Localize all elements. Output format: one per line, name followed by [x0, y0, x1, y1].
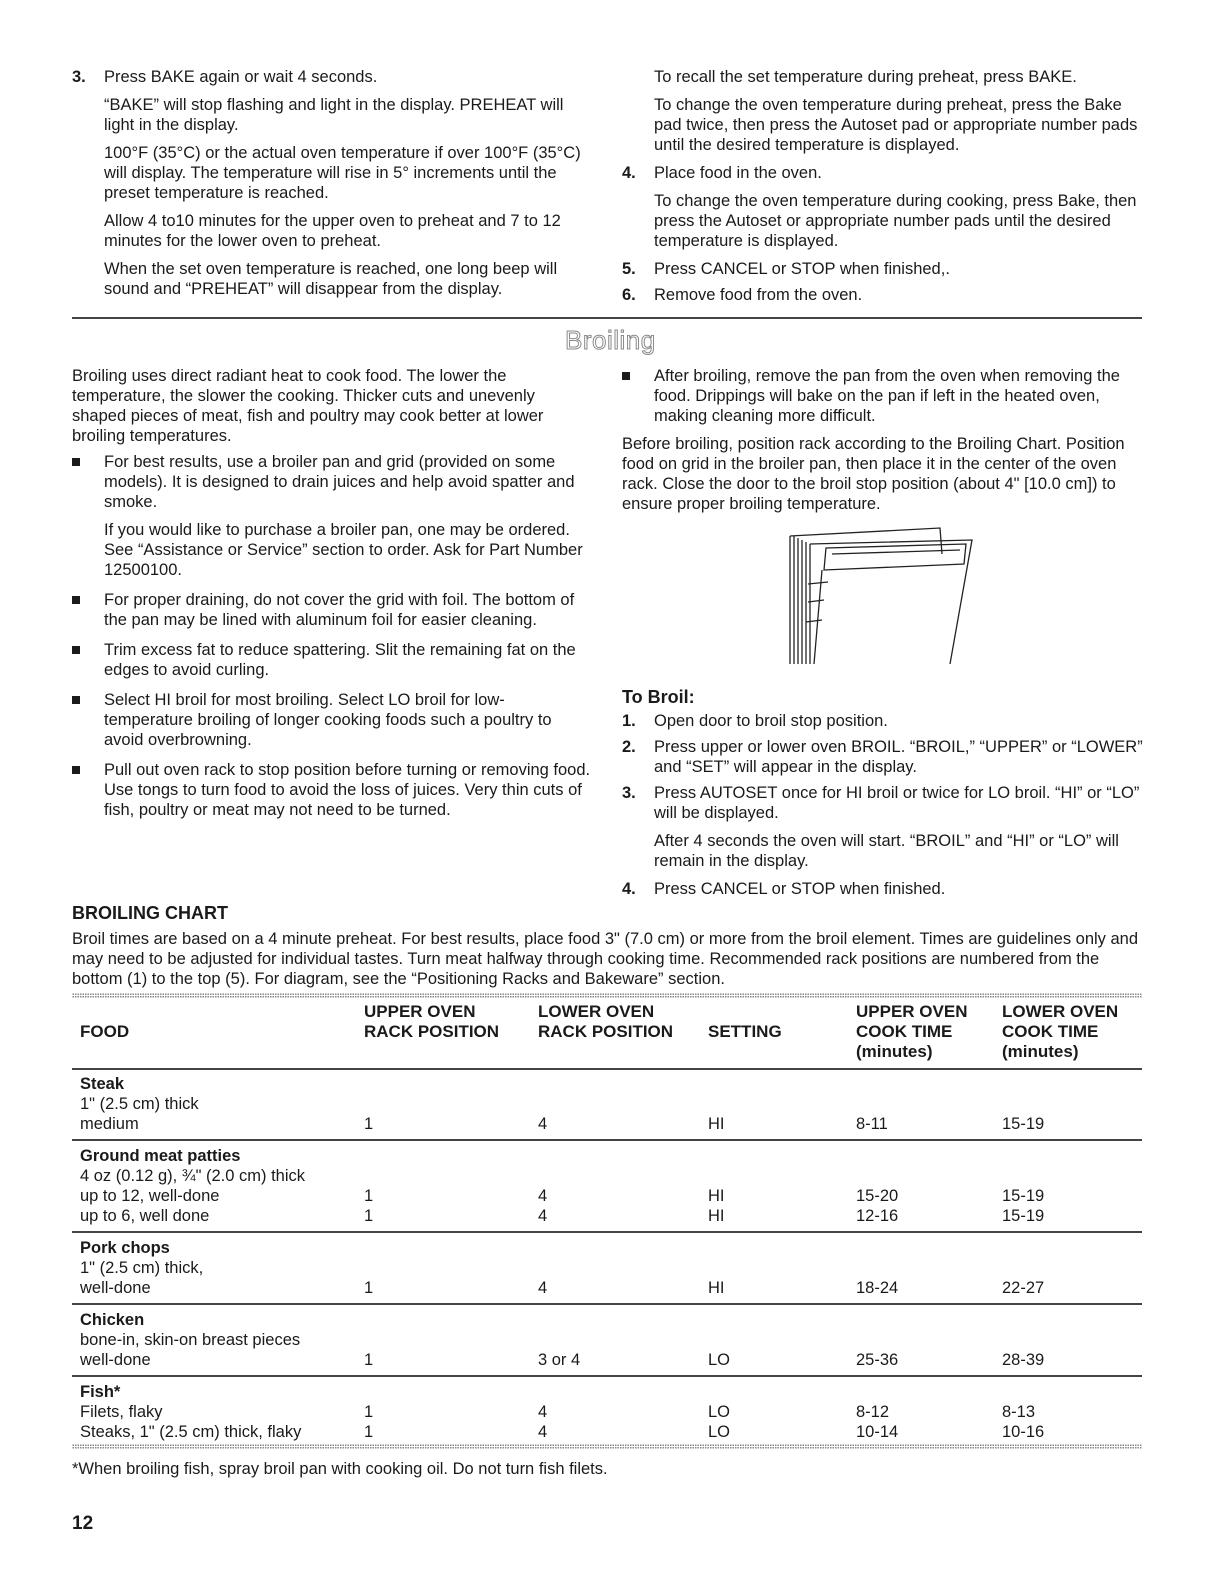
table-header [72, 1002, 1142, 1064]
preheat-notes [622, 67, 1147, 155]
section-divider [72, 317, 1142, 319]
table-cell-setting: HI [708, 1115, 725, 1133]
bullet-text: After broiling, remove the pan from the oven when removing the food. Drippings will bake on the pan if left in the heated oven, making cleaning more difficult. [654, 367, 1120, 425]
step-text: Press CANCEL or STOP when finished,. [654, 260, 950, 278]
bullet-item [72, 690, 592, 750]
step-4 [622, 163, 1147, 251]
broil-step-1 [622, 711, 1147, 731]
step-number: 4. [622, 880, 636, 898]
bullet-item [72, 640, 592, 680]
table-cell-setting: LO [708, 1403, 731, 1421]
table-cell-utime: 12-16 [856, 1207, 899, 1225]
table-group-rule [72, 1139, 1142, 1141]
table-bottom-rule [72, 1444, 1142, 1449]
step-text: Press AUTOSET once for HI broil or twice for LO broil. “HI” or “LO” will be displayed. [654, 784, 1140, 822]
header-upper-time [856, 1002, 967, 1062]
table-cell-utime: 10-14 [856, 1423, 899, 1441]
table-cell-ltime: 15-19 [1002, 1207, 1045, 1225]
table-cell-utime: 25-36 [856, 1351, 899, 1369]
table-top-rule [72, 993, 1142, 998]
bullet-icon [72, 766, 80, 774]
header-upper-rack [364, 1002, 499, 1042]
food-description: up to 12, well-done [80, 1187, 220, 1205]
bullet-icon [72, 696, 80, 704]
bullet-text: Trim excess fat to reduce spattering. Slit the remaining fat on the edges to avoid curling. [104, 641, 576, 679]
paragraph: 100°F (35°C) or the actual oven temperature if over 100°F (35°C) will display. The temperature will rise in 5° increments until the preset temperature is reached. [104, 144, 581, 202]
table-cell-lower: 4 [538, 1207, 548, 1225]
paragraph: Allow 4 to10 minutes for the upper oven to preheat and 7 to 12 minutes for the lower oven to preheat. [104, 212, 561, 250]
food-description: well-done [80, 1279, 151, 1297]
broiling-right-column [622, 366, 1147, 514]
table-cell-lower: 4 [538, 1403, 548, 1421]
bullet-text: Select HI broil for most broiling. Select LO broil for low-temperature broiling of longer cooking foods such a poultry to avoid overbrowning. [104, 691, 552, 749]
bullet-icon [622, 372, 630, 380]
table-cell-lower: 4 [538, 1115, 548, 1133]
broil-step-4 [622, 879, 1147, 899]
page-number: 12 [72, 1513, 94, 1534]
step-3 [72, 67, 597, 299]
table-cell-utime: 18-24 [856, 1279, 899, 1297]
food-group-name: Steak [80, 1075, 125, 1093]
section-title: Broiling [565, 325, 656, 355]
table-cell-lower: 4 [538, 1423, 548, 1441]
step-number: 3. [72, 68, 86, 86]
header-line: COOK TIME [1002, 1022, 1099, 1041]
bullet-text: Pull out oven rack to stop position before turning or removing food. Use tongs to turn food to avoid the loss of juices. Very thin cuts of fish, poultry or meat may not need to be turned. [104, 761, 591, 819]
table-cell-ltime: 10-16 [1002, 1423, 1045, 1441]
step-number: 1. [622, 712, 636, 730]
to-broil-section [622, 687, 1147, 899]
bullet-icon [72, 646, 80, 654]
header-line: RACK POSITION [538, 1022, 674, 1041]
step-number: 4. [622, 164, 636, 182]
food-group-name: Pork chops [80, 1239, 170, 1257]
table-header-rule [72, 1068, 1142, 1070]
table-cell-setting: HI [708, 1279, 725, 1297]
bullet-icon [72, 596, 80, 604]
table-cell-upper: 1 [364, 1423, 374, 1441]
paragraph: To change the oven temperature during preheat, press the Bake pad twice, then press the Autoset pad or appropriate number pads until the desired temperature is displayed. [654, 96, 1138, 154]
table-group-rule [72, 1303, 1142, 1305]
table-cell-ltime: 15-19 [1002, 1187, 1045, 1205]
header-line: RACK POSITION [364, 1022, 500, 1041]
step-text: Press BAKE again or wait 4 seconds. [104, 68, 378, 86]
chart-title: BROILING CHART [72, 903, 228, 923]
header-line: UPPER OVEN [856, 1002, 968, 1021]
table-cell-setting: LO [708, 1351, 731, 1369]
table-group-rule [72, 1231, 1142, 1233]
chart-footnote: *When broiling fish, spray broil pan with cooking oil. Do not turn fish filets. [72, 1460, 608, 1478]
table-cell-upper: 1 [364, 1351, 374, 1369]
table-group-rule [72, 1375, 1142, 1377]
bullet-icon [72, 458, 80, 466]
paragraph: When the set oven temperature is reached, one long beep will sound and “PREHEAT” will disappear from the display. [104, 260, 558, 298]
header-line: COOK TIME [856, 1022, 953, 1041]
chart-intro: Broil times are based on a 4 minute preheat. For best results, place food 3" (7.0 cm) or more from the broil element. Times are guidelines only and may need to be adjusted for individual tastes. Turn meat halfway through cooking time. Recommended rack positions are numbered from the bottom (1) to the top (5). For diagram, see the “Positioning Racks and Bakeware” section. [72, 930, 1139, 988]
header-line: LOWER OVEN [538, 1002, 655, 1021]
food-group-name: Fish* [80, 1383, 121, 1401]
header-line: (minutes) [856, 1042, 933, 1061]
step-number: 5. [622, 260, 636, 278]
header-line: (minutes) [1002, 1042, 1079, 1061]
table-cell-setting: HI [708, 1187, 725, 1205]
paragraph: Before broiling, position rack according to the Broiling Chart. Position food on grid in the broiler pan, then place it in the center of the oven rack. Close the door to the broil stop position (about 4" [10.0 cm]) to ensure proper broiling temperature. [622, 435, 1125, 513]
top-left-column [72, 67, 597, 299]
paragraph: To change the oven temperature during cooking, press Bake, then press the Autoset or appropriate number pads until the desired temperature is displayed. [654, 192, 1137, 250]
oven-door-illustration [780, 524, 990, 670]
food-description: Steaks, 1" (2.5 cm) thick, flaky [80, 1423, 302, 1441]
header-line: LOWER OVEN [1002, 1002, 1119, 1021]
header-food: FOOD [80, 1022, 130, 1041]
table-cell-setting: LO [708, 1423, 731, 1441]
food-description: Filets, flaky [80, 1403, 163, 1421]
food-description: well-done [80, 1351, 151, 1369]
table-cell-ltime: 28-39 [1002, 1351, 1045, 1369]
step-text: Press upper or lower oven BROIL. “BROIL,” “UPPER” or “LOWER” and “SET” will appear in the display. [654, 738, 1143, 776]
paragraph: If you would like to purchase a broiler pan, one may be ordered. See “Assistance or Service” section to order. Ask for Part Number 12500100. [104, 521, 583, 579]
step-text: Press CANCEL or STOP when finished. [654, 880, 946, 898]
food-group-name: Ground meat patties [80, 1147, 241, 1165]
broil-step-2 [622, 737, 1147, 777]
to-broil-title: To Broil: [622, 687, 695, 707]
step-5 [622, 259, 1147, 279]
paragraph: After 4 seconds the oven will start. “BROIL” and “HI” or “LO” will remain in the display. [654, 832, 1119, 870]
bullet-item [72, 760, 592, 820]
step-text: Remove food from the oven. [654, 286, 863, 304]
broil-step-3 [622, 783, 1147, 871]
bullet-item [622, 366, 1147, 426]
table-cell-lower: 4 [538, 1187, 548, 1205]
table-cell-upper: 1 [364, 1115, 374, 1133]
table-cell-upper: 1 [364, 1187, 374, 1205]
food-group-name: Chicken [80, 1311, 145, 1329]
broiling-left-column [72, 366, 592, 820]
step-text: Open door to broil stop position. [654, 712, 888, 730]
food-description: medium [80, 1115, 139, 1133]
table-cell-utime: 8-11 [856, 1115, 888, 1133]
table-cell-utime: 8-12 [856, 1403, 890, 1421]
table-cell-upper: 1 [364, 1279, 374, 1297]
food-description: bone-in, skin-on breast pieces [80, 1331, 301, 1349]
food-description: up to 6, well done [80, 1207, 210, 1225]
step-6 [622, 285, 1147, 305]
broiling-intro: Broiling uses direct radiant heat to cook food. The lower the temperature, the slower the cooking. Thicker cuts and unevenly shaped pieces of meat, fish and poultry may cook better at lower broiling temperatures. [72, 367, 544, 445]
paragraph: “BAKE” will stop flashing and light in the display. PREHEAT will light in the display. [104, 96, 564, 134]
step-number: 6. [622, 286, 636, 304]
table-cell-lower: 4 [538, 1279, 548, 1297]
table-cell-upper: 1 [364, 1207, 374, 1225]
bullet-item [72, 452, 592, 580]
food-description: 4 oz (0.12 g), ¾" (2.0 cm) thick [80, 1167, 306, 1185]
table-cell-lower: 3 or 4 [538, 1351, 581, 1369]
header-lower-rack [538, 1002, 673, 1042]
bullet-text: For best results, use a broiler pan and grid (provided on some models). It is designed to drain juices and help avoid spatter and smoke. [104, 453, 575, 511]
step-number: 2. [622, 738, 636, 756]
header-lower-time [1002, 1002, 1118, 1062]
bullet-text: For proper draining, do not cover the grid with foil. The bottom of the pan may be lined with aluminum foil for easier cleaning. [104, 591, 575, 629]
paragraph: To recall the set temperature during preheat, press BAKE. [654, 68, 1077, 86]
top-right-column [622, 67, 1147, 305]
table-cell-utime: 15-20 [856, 1187, 899, 1205]
step-text: Place food in the oven. [654, 164, 822, 182]
table-cell-upper: 1 [364, 1403, 374, 1421]
food-description: 1" (2.5 cm) thick, [80, 1259, 204, 1277]
table-cell-ltime: 15-19 [1002, 1115, 1045, 1133]
bullet-item [72, 590, 592, 630]
step-number: 3. [622, 784, 636, 802]
header-setting: SETTING [708, 1022, 782, 1041]
table-cell-ltime: 22-27 [1002, 1279, 1045, 1297]
table-cell-ltime: 8-13 [1002, 1403, 1036, 1421]
table-cell-setting: HI [708, 1207, 725, 1225]
food-description: 1" (2.5 cm) thick [80, 1095, 199, 1113]
header-line: UPPER OVEN [364, 1002, 476, 1021]
